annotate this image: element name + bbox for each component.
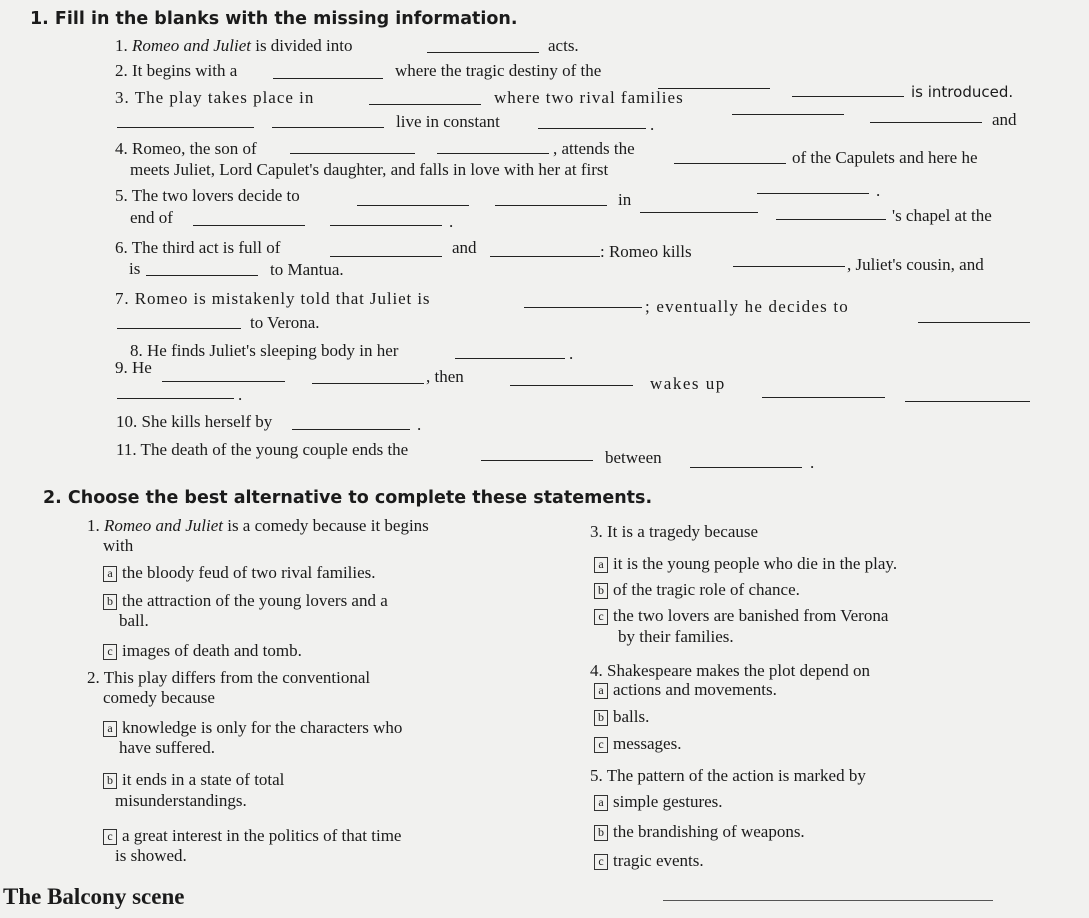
question-1-6-tail: , Juliet's cousin, and bbox=[847, 255, 984, 274]
blank[interactable] bbox=[776, 219, 886, 220]
blank[interactable] bbox=[146, 275, 258, 276]
question-1-6-mid: : Romeo kills bbox=[600, 242, 692, 261]
option-4c[interactable]: c messages. bbox=[594, 734, 681, 754]
question-1-2: 2. It begins with a bbox=[115, 61, 238, 80]
blank[interactable] bbox=[330, 256, 442, 257]
blank[interactable] bbox=[162, 381, 285, 382]
option-letter: c bbox=[594, 609, 608, 625]
period: . bbox=[449, 212, 454, 231]
blank[interactable] bbox=[481, 460, 593, 461]
option-1b[interactable]: b the attraction of the young lovers and a bbox=[103, 591, 388, 611]
blank[interactable] bbox=[495, 205, 607, 206]
option-2b-line2: misunderstandings. bbox=[115, 791, 247, 810]
blank[interactable] bbox=[117, 127, 254, 128]
question-1-11-between: between bbox=[605, 448, 662, 467]
blank[interactable] bbox=[732, 114, 844, 115]
option-letter: b bbox=[594, 710, 608, 726]
option-letter: c bbox=[594, 854, 608, 870]
blank[interactable] bbox=[870, 122, 982, 123]
period: . bbox=[417, 415, 422, 434]
option-5b[interactable]: b the brandishing of weapons. bbox=[594, 822, 805, 842]
question-1-5-tail: 's chapel at the bbox=[892, 206, 992, 225]
question-1-4-line2: meets Juliet, Lord Capulet's daughter, and falls in love with her at first bbox=[130, 160, 609, 179]
blank[interactable] bbox=[905, 401, 1030, 402]
mc-question-2-line2: comedy because bbox=[103, 688, 215, 707]
question-1-7: 7. Romeo is mistakenly told that Juliet is bbox=[115, 289, 431, 308]
period: . bbox=[569, 344, 574, 363]
question-1-5: 5. The two lovers decide to bbox=[115, 186, 300, 205]
blank[interactable] bbox=[117, 328, 241, 329]
option-letter: a bbox=[103, 721, 117, 737]
question-1-9-wakes: wakes up bbox=[650, 374, 726, 393]
option-5c[interactable]: c tragic events. bbox=[594, 851, 704, 871]
option-1a[interactable]: a the bloody feud of two rival families. bbox=[103, 563, 376, 583]
question-1-3-line2: live in constant bbox=[396, 112, 500, 131]
question-1-6: 6. The third act is full of bbox=[115, 238, 281, 257]
question-1-3-and: and bbox=[992, 110, 1017, 129]
question-1-3-mid: where two rival families bbox=[494, 88, 684, 107]
section-1-heading: 1. Fill in the blanks with the missing information. bbox=[30, 9, 518, 29]
blank[interactable] bbox=[674, 163, 786, 164]
question-1-9: 9. He bbox=[115, 358, 152, 377]
option-5a[interactable]: a simple gestures. bbox=[594, 792, 723, 812]
option-2c[interactable]: c a great interest in the politics of that time bbox=[103, 826, 401, 846]
option-3a[interactable]: a it is the young people who die in the play. bbox=[594, 554, 897, 574]
blank[interactable] bbox=[538, 128, 646, 129]
mc-question-4: 4. Shakespeare makes the plot depend on bbox=[590, 661, 870, 680]
blank[interactable] bbox=[733, 266, 845, 267]
blank[interactable] bbox=[490, 256, 600, 257]
blank[interactable] bbox=[455, 358, 565, 359]
blank[interactable] bbox=[330, 225, 442, 226]
option-2c-line2: is showed. bbox=[115, 846, 187, 865]
option-letter: b bbox=[103, 594, 117, 610]
blank[interactable] bbox=[918, 322, 1030, 323]
blank[interactable] bbox=[193, 225, 305, 226]
option-1c[interactable]: c images of death and tomb. bbox=[103, 641, 302, 661]
blank[interactable] bbox=[524, 307, 642, 308]
question-1-1-tail: acts. bbox=[548, 36, 579, 55]
question-1-6-and: and bbox=[452, 238, 477, 257]
question-1-6-is: is bbox=[129, 259, 141, 278]
question-1-2-tail: is introduced. bbox=[911, 83, 1014, 101]
play-title: Romeo and Juliet bbox=[132, 36, 251, 55]
option-3c[interactable]: c the two lovers are banished from Verona bbox=[594, 606, 888, 626]
blank[interactable] bbox=[357, 205, 469, 206]
option-letter: a bbox=[103, 566, 117, 582]
question-1-7-line2: to Verona. bbox=[250, 313, 320, 332]
question-1-4-mid: , attends the bbox=[553, 139, 635, 158]
blank[interactable] bbox=[762, 397, 885, 398]
question-1-10: 10. She kills herself by bbox=[116, 412, 273, 431]
blank[interactable] bbox=[437, 153, 549, 154]
option-letter: b bbox=[103, 773, 117, 789]
mc-question-5: 5. The pattern of the action is marked by bbox=[590, 766, 866, 785]
question-1-1: 1. Romeo and Juliet is divided into bbox=[115, 36, 353, 55]
blank[interactable] bbox=[792, 96, 904, 97]
option-4a[interactable]: a actions and movements. bbox=[594, 680, 777, 700]
blank[interactable] bbox=[292, 429, 410, 430]
option-2b[interactable]: b it ends in a state of total bbox=[103, 770, 284, 790]
option-letter: b bbox=[594, 825, 608, 841]
period: . bbox=[650, 115, 655, 134]
option-letter: c bbox=[594, 737, 608, 753]
section-title-balcony-scene: The Balcony scene bbox=[3, 884, 185, 909]
option-letter: a bbox=[594, 683, 608, 699]
blank[interactable] bbox=[369, 104, 481, 105]
mc-question-2: 2. This play differs from the conventional bbox=[87, 668, 371, 687]
blank[interactable] bbox=[117, 398, 234, 399]
period: . bbox=[238, 385, 243, 404]
blank[interactable] bbox=[290, 153, 415, 154]
blank[interactable] bbox=[757, 193, 869, 194]
blank[interactable] bbox=[273, 78, 383, 79]
question-1-8: 8. He finds Juliet's sleeping body in her bbox=[130, 341, 399, 360]
mc-question-1: 1. Romeo and Juliet is a comedy because it begins bbox=[87, 516, 429, 535]
blank[interactable] bbox=[312, 383, 424, 384]
blank[interactable] bbox=[427, 52, 539, 53]
option-3c-line2: by their families. bbox=[618, 627, 734, 646]
option-letter: c bbox=[103, 644, 117, 660]
blank[interactable] bbox=[272, 127, 384, 128]
question-1-3: 3. The play takes place in bbox=[115, 88, 315, 107]
question-1-9-then: , then bbox=[426, 367, 464, 386]
option-3b[interactable]: b of the tragic role of chance. bbox=[594, 580, 800, 600]
question-1-11: 11. The death of the young couple ends the bbox=[116, 440, 409, 459]
option-letter: a bbox=[594, 557, 608, 573]
option-2a-line2: have suffered. bbox=[119, 738, 215, 757]
question-1-4-tail: of the Capulets and here he bbox=[792, 148, 978, 167]
question-1-4: 4. Romeo, the son of bbox=[115, 139, 257, 158]
period: . bbox=[810, 453, 815, 472]
blank[interactable] bbox=[510, 385, 633, 386]
period: . bbox=[876, 181, 881, 200]
question-1-2-mid: where the tragic destiny of the bbox=[395, 61, 602, 80]
mc-question-1-line2: with bbox=[103, 536, 134, 555]
option-letter: c bbox=[103, 829, 117, 845]
mc-question-3: 3. It is a tragedy because bbox=[590, 522, 759, 541]
option-4b[interactable]: b balls. bbox=[594, 707, 649, 727]
section-2-heading: 2. Choose the best alternative to complete these statements. bbox=[43, 488, 653, 508]
footer-rule bbox=[663, 900, 993, 901]
option-1b-line2: ball. bbox=[119, 611, 149, 630]
question-1-5-in: in bbox=[618, 190, 632, 209]
question-1-5-line2: end of bbox=[130, 208, 173, 227]
play-title: Romeo and Juliet bbox=[104, 516, 223, 535]
option-2a[interactable]: a knowledge is only for the characters who bbox=[103, 718, 402, 738]
question-1-6-line2: to Mantua. bbox=[270, 260, 344, 279]
blank[interactable] bbox=[690, 467, 802, 468]
question-1-7-mid: ; eventually he decides to bbox=[645, 297, 849, 316]
option-letter: b bbox=[594, 583, 608, 599]
option-letter: a bbox=[594, 795, 608, 811]
blank[interactable] bbox=[640, 212, 758, 213]
